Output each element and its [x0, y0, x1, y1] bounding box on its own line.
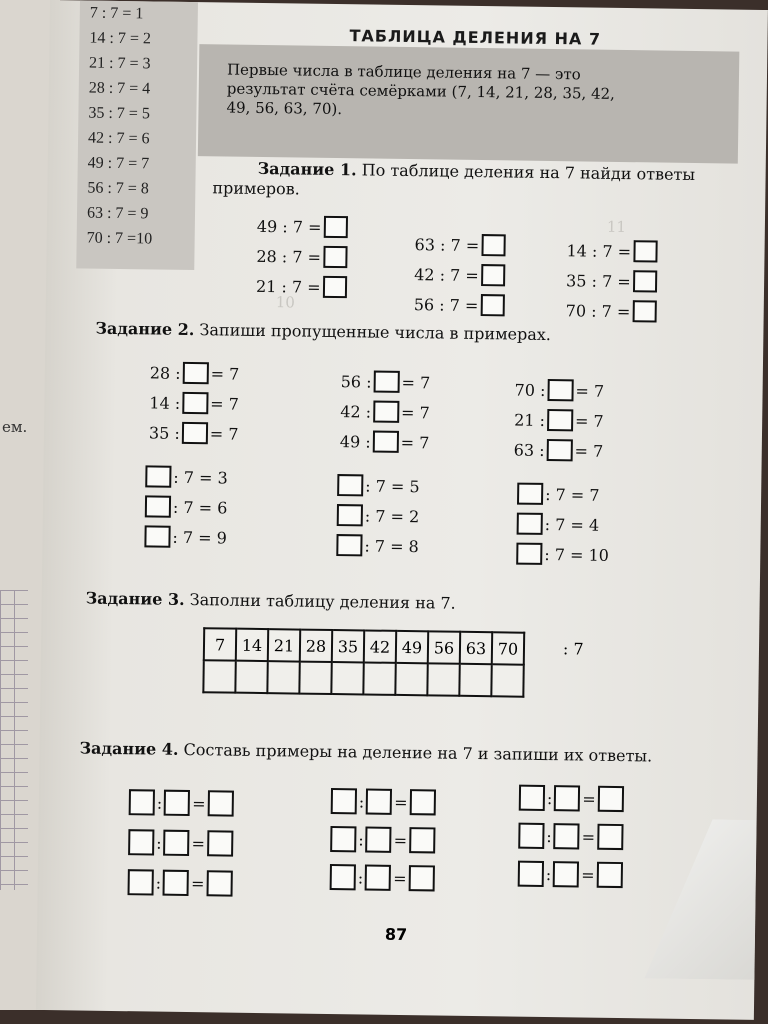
bleed-through-text: 10 [275, 293, 296, 312]
colon-sign: : [156, 833, 162, 853]
answer-box[interactable] [633, 240, 657, 262]
table-row-numbers [204, 628, 524, 664]
example-text: = 7 [575, 380, 605, 401]
sidebar-row: 49 : 7 = 7 [87, 154, 150, 173]
example-text: = 7 [209, 423, 239, 444]
task1-text: По таблице деления на 7 найди ответы [361, 160, 696, 185]
answer-cell[interactable] [427, 663, 459, 695]
sidebar-row: 14 : 7 = 2 [89, 29, 152, 48]
answer-box[interactable] [373, 371, 399, 393]
example-text: : 7 = 10 [544, 544, 610, 565]
task1-example [566, 239, 659, 262]
answer-box[interactable] [182, 362, 208, 384]
task4-heading [79, 738, 652, 765]
colon-sign: : [358, 791, 365, 811]
table-divisor: : 7 [562, 639, 584, 659]
example-text: 42 : 7 = [414, 264, 479, 285]
example-text: = 7 [574, 440, 604, 461]
equals-sign: = [394, 792, 408, 812]
grid-paper [0, 590, 28, 890]
answer-box[interactable] [554, 823, 580, 849]
task2-example [515, 483, 600, 506]
table-cell: 21 [268, 629, 300, 661]
answer-box[interactable] [517, 513, 543, 535]
task1-example [256, 245, 349, 268]
sidebar-row: 42 : 7 = 6 [87, 129, 150, 148]
example-text: : 7 = 2 [364, 505, 420, 526]
example-text: 35 : [148, 422, 180, 443]
division-table-sidebar [76, 0, 198, 270]
example-text: 63 : 7 = [414, 234, 480, 255]
info-line: 49, 56, 63, 70). [226, 98, 343, 119]
example-text: 28 : [149, 362, 181, 383]
answer-box[interactable] [145, 495, 171, 517]
page-corner-fold [644, 818, 756, 980]
example-text: : 7 = 8 [364, 535, 419, 556]
task4-example [328, 864, 437, 892]
answer-box[interactable] [518, 823, 544, 849]
table-cell: 28 [300, 630, 332, 662]
table-cell: 14 [236, 629, 268, 661]
colon-sign: : [546, 788, 553, 808]
info-text [226, 60, 697, 124]
equals-sign: = [192, 793, 206, 813]
task1-example [257, 215, 350, 238]
example-text: : 7 = 6 [172, 497, 228, 518]
example-text: : 7 = 4 [544, 514, 600, 535]
answer-box[interactable] [554, 785, 580, 811]
example-text: : 7 = 5 [365, 475, 420, 496]
division-fill-table [202, 627, 525, 697]
equals-sign: = [581, 865, 595, 885]
answer-box[interactable] [182, 392, 208, 414]
example-text: 21 : 7 = [255, 276, 321, 297]
answer-box[interactable] [182, 422, 208, 444]
example-text: 21 : [514, 410, 546, 430]
colon-sign: : [545, 864, 552, 884]
sidebar-row: 7 : 7 = 1 [89, 4, 144, 23]
answer-box[interactable] [365, 864, 391, 890]
example-text: 63 : [513, 440, 545, 460]
sidebar-row: 21 : 7 = 3 [89, 54, 151, 73]
example-text: 70 : 7 = [565, 300, 631, 321]
colon-sign: : [546, 826, 552, 846]
example-text: 14 : [149, 392, 181, 413]
task2-example [340, 400, 430, 423]
task2-example [514, 379, 604, 402]
task2-example [341, 370, 431, 393]
task4-example [127, 789, 236, 817]
answer-cell[interactable] [203, 660, 235, 692]
example-text: 14 : 7 = [566, 240, 632, 261]
table-cell: 63 [460, 632, 492, 664]
task2-example [514, 409, 604, 432]
task2-heading [95, 319, 551, 344]
task1-example [414, 233, 507, 256]
equals-sign: = [581, 827, 596, 847]
answer-box[interactable] [597, 824, 623, 850]
info-line: результат счёта семёрками (7, 14, 21, 28, 35, 42, [226, 79, 616, 103]
answer-cell[interactable] [459, 664, 491, 696]
answer-box[interactable] [516, 543, 542, 565]
answer-box[interactable] [336, 534, 362, 556]
answer-box[interactable] [322, 276, 346, 298]
answer-box[interactable] [337, 504, 363, 526]
example-text: 42 : [340, 401, 372, 422]
task1-example [414, 263, 507, 286]
task4-example [328, 826, 437, 854]
task1-example [414, 293, 507, 316]
answer-box[interactable] [481, 264, 505, 286]
example-text: 35 : 7 = [566, 270, 631, 291]
task4-example [126, 869, 235, 897]
answer-cell[interactable] [331, 662, 363, 694]
answer-box[interactable] [164, 790, 190, 816]
task4-example [516, 861, 625, 889]
table-cell: 56 [428, 631, 460, 663]
example-text: 49 : [339, 431, 371, 452]
answer-cell[interactable] [395, 663, 427, 695]
answer-box[interactable] [145, 465, 171, 487]
task3-text: Заполни таблицу деления на 7. [189, 590, 456, 613]
table-cell: 49 [396, 631, 428, 663]
table-cell: 35 [332, 630, 364, 662]
answer-cell[interactable] [235, 661, 267, 693]
equals-sign: = [190, 873, 205, 893]
task1-label: Задание 1. [257, 158, 357, 180]
page-title: ТАБЛИЦА ДЕЛЕНИЯ НА 7 [349, 26, 602, 49]
task3-heading [86, 589, 456, 613]
answer-cell[interactable] [267, 661, 299, 693]
answer-box[interactable] [323, 216, 347, 238]
task4-example [517, 785, 626, 813]
answer-box[interactable] [632, 300, 656, 322]
example-text: = 7 [400, 432, 430, 452]
answer-box[interactable] [596, 862, 622, 888]
example-text: 56 : [340, 371, 372, 392]
example-text: = 7 [210, 363, 240, 384]
answer-box[interactable] [129, 789, 155, 815]
equals-sign: = [393, 868, 407, 888]
answer-box[interactable] [163, 870, 189, 896]
task2-example [515, 513, 600, 536]
table-row-answers [203, 660, 523, 696]
info-line: Первые числа в таблице деления на 7 — это [226, 60, 581, 84]
answer-box[interactable] [373, 431, 399, 453]
page-number: 87 [384, 924, 408, 945]
colon-sign: : [358, 829, 364, 849]
example-text: 49 : 7 = [256, 216, 322, 237]
answer-box[interactable] [330, 864, 356, 890]
equals-sign: = [191, 833, 206, 853]
answer-box[interactable] [481, 234, 505, 256]
sidebar-row: 56 : 7 = 8 [87, 179, 149, 198]
equals-sign: = [393, 830, 408, 850]
sidebar-row: 63 : 7 = 9 [86, 204, 149, 223]
sidebar-row: 28 : 7 = 4 [88, 79, 151, 98]
answer-box[interactable] [517, 483, 543, 505]
example-text: = 7 [574, 410, 604, 431]
table-cell: 7 [204, 628, 236, 660]
task2-example [143, 465, 228, 488]
answer-box[interactable] [366, 826, 392, 852]
task2-example [149, 421, 239, 444]
task1-example [256, 275, 349, 298]
answer-box[interactable] [207, 830, 233, 856]
answer-box[interactable] [480, 294, 504, 316]
equals-sign: = [582, 789, 596, 809]
answer-box[interactable] [144, 525, 170, 547]
answer-box[interactable] [518, 861, 544, 887]
task4-label: Задание 4. [79, 738, 179, 759]
answer-box[interactable] [206, 870, 232, 896]
task2-example [514, 543, 609, 566]
task2-example [335, 504, 420, 527]
task2-example [143, 495, 228, 518]
answer-box[interactable] [366, 788, 392, 814]
answer-cell[interactable] [491, 664, 523, 696]
bleed-through-text: 11 [606, 217, 627, 237]
task2-example [340, 430, 430, 453]
task2-example [150, 361, 240, 384]
colon-sign: : [155, 873, 162, 893]
colon-sign: : [156, 793, 163, 813]
answer-box[interactable] [331, 788, 357, 814]
example-text: 28 : 7 = [256, 246, 322, 267]
answer-box[interactable] [409, 789, 435, 815]
task2-example [149, 391, 239, 414]
answer-box[interactable] [547, 409, 573, 431]
example-text: : 7 = 9 [172, 527, 228, 548]
example-text: = 7 [210, 393, 240, 414]
example-text: 70 : [514, 380, 546, 400]
sidebar-row: 70 : 7 =10 [86, 229, 153, 248]
answer-box[interactable] [553, 861, 579, 887]
example-text: = 7 [400, 402, 430, 422]
task1-heading [258, 159, 696, 184]
task4-example [516, 823, 625, 851]
answer-box[interactable] [128, 829, 154, 855]
answer-box[interactable] [633, 270, 657, 292]
answer-box[interactable] [337, 474, 363, 496]
task1-heading-cont: примеров. [212, 178, 300, 199]
task4-text: Составь примеры на деление на 7 и запиши их ответы. [183, 739, 653, 766]
colon-sign: : [357, 867, 364, 887]
task2-example [334, 534, 419, 557]
left-page-text: ем. [2, 418, 28, 436]
task2-example [335, 474, 420, 497]
example-text: : 7 = 7 [545, 484, 600, 505]
example-text: = 7 [401, 372, 431, 392]
workbook-page [36, 0, 768, 1020]
answer-box[interactable] [207, 790, 233, 816]
task3-label: Задание 3. [85, 588, 185, 609]
task2-example [514, 439, 604, 462]
table-cell: 70 [492, 632, 524, 664]
sidebar-row: 35 : 7 = 5 [88, 104, 151, 123]
answer-box[interactable] [598, 786, 624, 812]
table-cell: 42 [364, 630, 396, 662]
task1-example [566, 269, 659, 292]
example-text: 56 : 7 = [413, 294, 479, 315]
answer-cell[interactable] [363, 662, 395, 694]
answer-box[interactable] [408, 865, 434, 891]
answer-box[interactable] [163, 830, 189, 856]
example-text: : 7 = 3 [173, 467, 228, 488]
task4-example [329, 788, 438, 816]
answer-box[interactable] [546, 439, 572, 461]
answer-box[interactable] [547, 379, 573, 401]
task2-example [142, 525, 227, 548]
answer-box[interactable] [323, 246, 347, 268]
answer-box[interactable] [519, 785, 545, 811]
answer-box[interactable] [330, 826, 356, 852]
answer-box[interactable] [373, 401, 399, 423]
task1-example [566, 299, 659, 322]
answer-cell[interactable] [299, 662, 331, 694]
answer-box[interactable] [409, 827, 435, 853]
task2-label: Задание 2. [95, 318, 195, 340]
task2-text: Запиши пропущенные числа в примерах. [199, 320, 552, 345]
task4-example [126, 829, 235, 857]
answer-box[interactable] [128, 869, 154, 895]
